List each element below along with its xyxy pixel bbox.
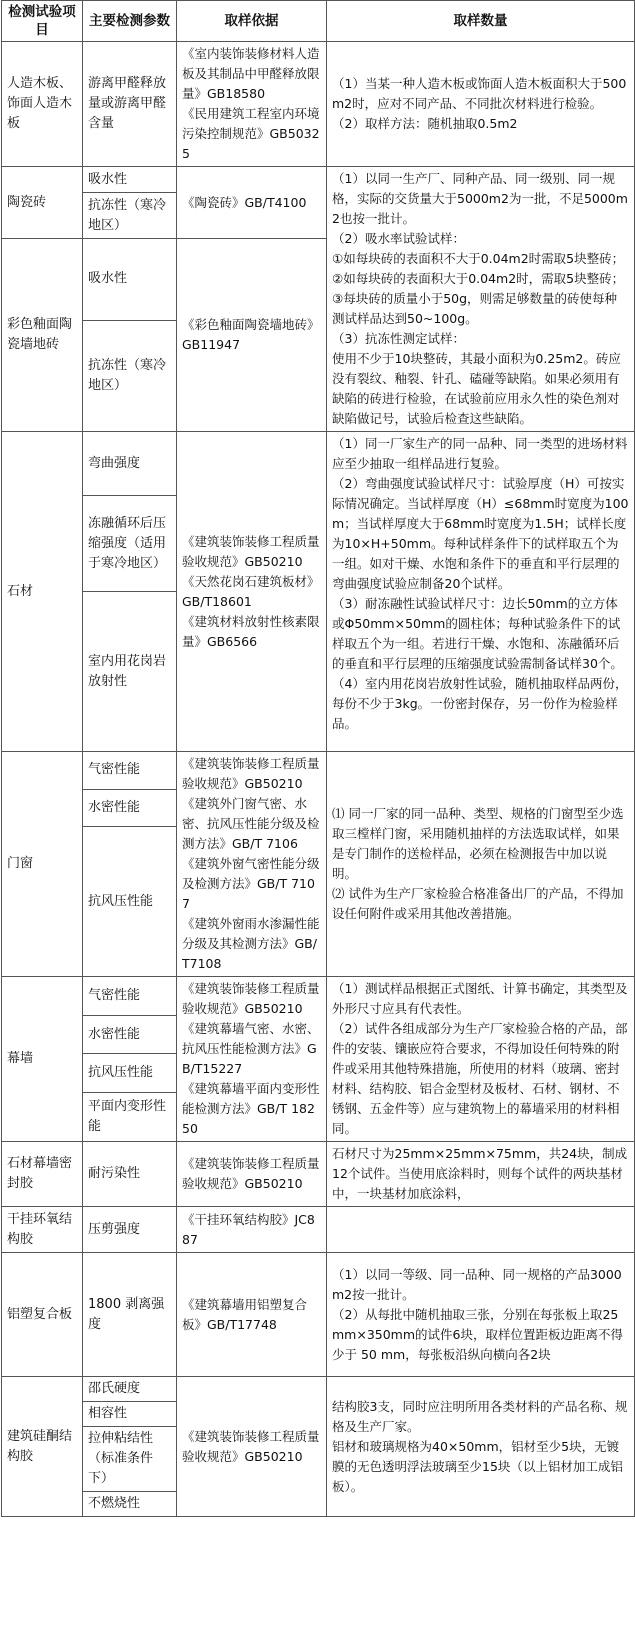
header-params: 主要检测参数	[83, 1, 177, 42]
item-cell: 建筑硅酮结构胶	[2, 1377, 83, 1517]
basis-line: 《建筑幕墙气密、水密、抗风压性能检测方法》GB/T15227	[182, 1021, 320, 1076]
basis-line: 《建筑外窗气密性能分级及检测方法》GB/T 7107	[182, 856, 320, 911]
basis-line: 《建筑幕墙平面内变形性能检测方法》GB/T 18250	[182, 1081, 320, 1136]
quantity-line: （3）抗冻性测定试样：	[332, 331, 465, 346]
table-row	[2, 1207, 635, 1253]
basis-cell	[177, 42, 327, 167]
quantity-cell	[327, 1207, 635, 1253]
basis-cell: 《彩色釉面陶瓷墙地砖》GB11947	[177, 239, 327, 432]
quantity-line: （1）当某一种人造木板或饰面人造木板面积大于500m2时，应对不同产品、不同批次材料进行检验。	[332, 76, 627, 111]
table-row	[2, 167, 635, 193]
basis-cell	[177, 752, 327, 977]
quantity-cell	[327, 977, 635, 1142]
item-cell: 石材	[2, 432, 83, 752]
basis-cell: 《陶瓷砖》GB/T4100	[177, 167, 327, 239]
quantity-line: （2）取样方法：随机抽取0.5m2	[332, 116, 518, 131]
param-cell: 邵氏硬度	[83, 1377, 177, 1402]
param-cell: 游离甲醛释放量或游离甲醛含量	[83, 42, 177, 167]
basis-line: 《建筑外窗雨水渗漏性能分级及其检测方法》GB/T7108	[182, 916, 320, 971]
quantity-cell	[327, 752, 635, 977]
param-cell: 抗冻性（寒冷地区）	[83, 320, 177, 432]
param-cell: 抗风压性能	[83, 1054, 177, 1093]
item-cell: 干挂环氧结构胶	[2, 1207, 83, 1253]
param-cell: 室内用花岗岩放射性	[83, 592, 177, 752]
quantity-line: 结构胶3支，同时应注明所用各类材料的产品名称、规格及生产厂家。	[332, 1398, 628, 1434]
basis-line: 《建筑装饰装修工程质量验收规范》GB50210	[182, 533, 320, 569]
quantity-line: （2）从每批中随机抽取三张，分别在每张板上取25mm×350mm的试件6块，取样位置距板边距离不得少于 50 mm，每张板沿纵向横向各2块	[332, 1306, 623, 1362]
quantity-line: （1）以同一生产厂、同种产品、同一级别、同一规格，实际的交货量大于5000m2为一批，不足5000m2也按一批计。	[332, 171, 628, 226]
table-row	[2, 752, 635, 790]
basis-line: 《建筑装饰装修工程质量验收规范》GB50210	[182, 756, 320, 791]
header-row	[2, 1, 635, 42]
basis-cell: 《干挂环氧结构胶》JC887	[177, 1207, 327, 1253]
item-cell: 陶瓷砖	[2, 167, 83, 239]
param-cell: 冻融循环后压缩强度（适用于寒冷地区）	[83, 496, 177, 592]
quantity-line: （2）吸水率试验试样：	[332, 231, 465, 246]
quantity-line: （3）耐冻融性试验试样尺寸：边长50mm的立方体或Φ50mm×50mm的圆柱体；每种试验条件下的试样取五个为一组。若进行干燥、水饱和、冻融循环后的垂直和平行层理的压缩强度试验需制备试样30个。	[332, 596, 623, 671]
quantity-line: （1）以同一等级、同一品种、同一规格的产品3000m2按一批计。	[332, 1266, 622, 1302]
quantity-cell: 石材尺寸为25mm×25mm×75mm，共24块，制成12个试件。当使用底涂料时，则每个试件的两块基材中，一块基材加底涂料，	[327, 1142, 635, 1207]
param-cell: 拉伸粘结性（标准条件下）	[83, 1427, 177, 1492]
param-cell: 弯曲强度	[83, 432, 177, 496]
item-cell: 石材幕墙密封胶	[2, 1142, 83, 1207]
item-cell: 铝塑复合板	[2, 1253, 83, 1377]
quantity-line: （2）试件各组成部分为生产厂家检验合格的产品，部件的安装、镶嵌应符合要求，不得加设任何特殊的附件或采用其他特殊措施，所使用的材料（玻璃、密封材料、结构胶、铝合金型材及板材、石材、钢材、不锈钢、五金件等）应与建筑物上的幕墙采用的材料相同。	[332, 1021, 628, 1136]
basis-cell: 《建筑装饰装修工程质量验收规范》GB50210	[177, 1377, 327, 1517]
quantity-line: ②如每块砖的表面积大于0.04m2时，需取5块整砖；	[332, 271, 625, 286]
quantity-line: ①如每块砖的表面积不大于0.04m2时需取5块整砖；	[332, 251, 625, 266]
table-row	[2, 1253, 635, 1377]
basis-line: 《室内装饰装修材料人造板及其制品中甲醛释放限量》GB18580	[182, 46, 320, 101]
param-cell: 水密性能	[83, 789, 177, 827]
table-row	[2, 1142, 635, 1207]
header-basis: 取样依据	[177, 1, 327, 42]
quantity-cell	[327, 167, 635, 432]
basis-line: 《建筑外门窗气密、水密、抗风压性能分级及检测方法》GB/T 7106	[182, 796, 320, 851]
param-cell: 吸水性	[83, 167, 177, 193]
param-cell: 气密性能	[83, 752, 177, 790]
basis-line: 《建筑材料放射性核素限量》GB6566	[182, 613, 320, 649]
param-cell: 吸水性	[83, 239, 177, 321]
quantity-cell	[327, 42, 635, 167]
quantity-line: （4）室内用花岗岩放射性试验，随机抽取样品两份，每份不少于3kg。一份密封保存，另一份作为检验样品。	[332, 676, 628, 731]
basis-cell	[177, 977, 327, 1142]
item-cell: 人造木板、饰面人造木板	[2, 42, 83, 167]
item-cell: 幕墙	[2, 977, 83, 1142]
quantity-line: ③每块砖的质量小于50g，则需足够数量的砖使每种测试样品达到50~100g。	[332, 291, 618, 326]
quantity-cell	[327, 1253, 635, 1377]
param-cell: 1800 剥离强度	[83, 1253, 177, 1377]
table-row	[2, 1377, 635, 1402]
table-row	[2, 432, 635, 496]
basis-cell: 《建筑幕墙用铝塑复合板》GB/T17748	[177, 1253, 327, 1377]
param-cell: 气密性能	[83, 977, 177, 1016]
basis-line: 《建筑装饰装修工程质量验收规范》GB50210	[182, 981, 320, 1016]
header-item: 检测试验项目	[2, 1, 83, 42]
param-cell: 水密性能	[83, 1015, 177, 1054]
param-cell: 耐污染性	[83, 1142, 177, 1207]
param-cell: 抗冻性（寒冷地区）	[83, 193, 177, 239]
quantity-line: ⑴ 同一厂家的同一品种、类型、规格的门窗型至少选取三樘样门窗，采用随机抽样的方法选取试样，如果是专门制作的送检样品，必须在检测报告中加以说明。	[332, 806, 624, 881]
quantity-line: 使用不少于10块整砖，其最小面积为0.25m2。砖应没有裂纹、釉裂、针孔、磕碰等缺陷。如果必须用有缺陷的砖进行检验，在试验前应用永久性的染色剂对缺陷做记号，试验后检查这些缺陷。	[332, 351, 621, 426]
param-cell: 不燃烧性	[83, 1492, 177, 1517]
table-row	[2, 42, 635, 167]
param-cell: 抗风压性能	[83, 827, 177, 977]
basis-cell	[177, 432, 327, 752]
param-cell: 压剪强度	[83, 1207, 177, 1253]
param-cell: 平面内变形性能	[83, 1093, 177, 1142]
quantity-line: ⑵ 试件为生产厂家检验合格准备出厂的产品，不得加设任何附件或采用其他改善措施。	[332, 886, 624, 921]
item-cell: 彩色釉面陶瓷墙地砖	[2, 239, 83, 432]
quantity-line: （1）测试样品根据正式图纸、计算书确定，其类型及外形尺寸应具有代表性。	[332, 981, 628, 1016]
table-row	[2, 977, 635, 1016]
param-cell: 相容性	[83, 1402, 177, 1427]
basis-line: 《民用建筑工程室内环境污染控制规范》GB50325	[182, 106, 320, 161]
quantity-line: 铝材和玻璃规格为40×50mm，铝材至少5块，无镀膜的无色透明浮法玻璃至少15块（以上铝材加工成铝板）。	[332, 1438, 623, 1494]
sampling-table	[1, 0, 635, 1517]
quantity-line: （2）弯曲强度试验试样尺寸：试验厚度（H）可按实际情况确定。当试样厚度（H）≤68mm时宽度为100m；当试样厚度大于68mm时宽度为1.5H；试样长度为10×H+50mm。每种试样条件下的试样取五个为一组。如对干燥、水饱和条件下的垂直和平行层理的弯曲强度试验应制备20个试样。	[332, 476, 629, 591]
basis-line: 《天然花岗石建筑板材》GB/T18601	[182, 573, 320, 609]
basis-cell: 《建筑装饰装修工程质量验收规范》GB50210	[177, 1142, 327, 1207]
quantity-cell	[327, 1377, 635, 1517]
quantity-line: （1）同一厂家生产的同一品种、同一类型的进场材料应至少抽取一组样品进行复验。	[332, 436, 628, 471]
item-cell: 门窗	[2, 752, 83, 977]
quantity-cell	[327, 432, 635, 752]
header-quantity: 取样数量	[327, 1, 635, 42]
